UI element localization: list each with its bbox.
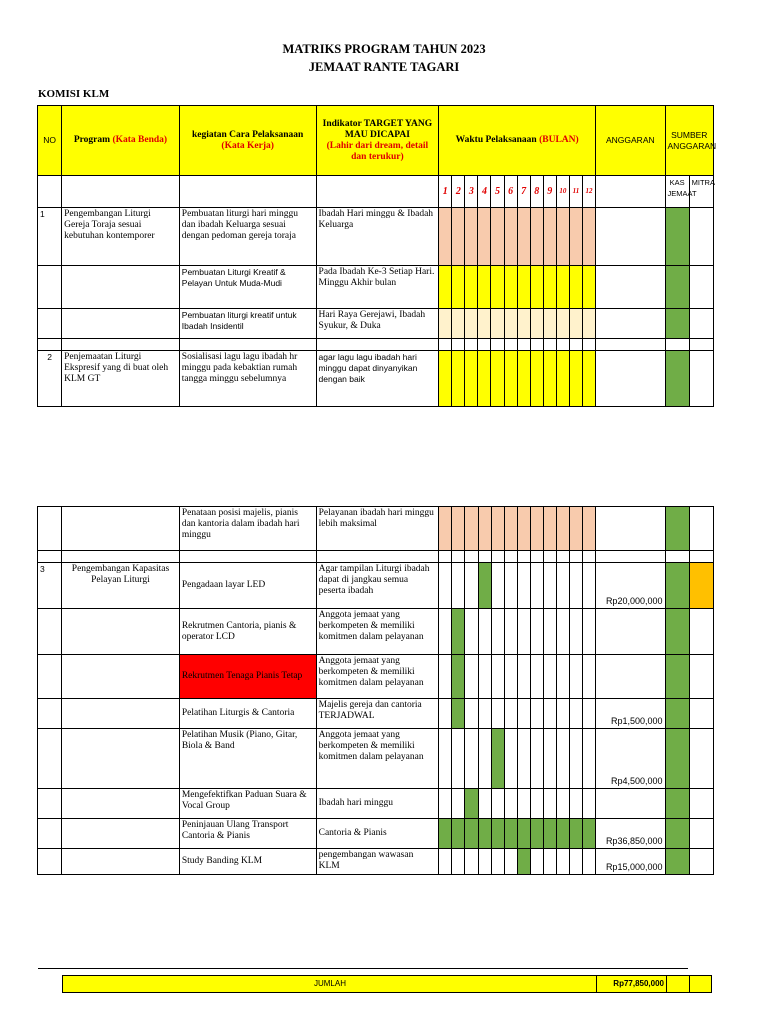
month-5: 5 (491, 176, 504, 208)
table-row: Rekrutmen Tenaga Pianis Tetap Anggota jemaat yang berkompeten & memiliki komitmen dalam pelayanan (38, 655, 714, 699)
table-row: 1 Pengembangan Liturgi Gereja Toraja sesuai kebutuhan kontemporer Pembuatan liturgi hari minggu dan ibadah Keluarga sesuai dengan pedoman gereja toraja Ibadah Hari minggu & Ibadah Keluarga (38, 208, 714, 266)
month-4: 4 (478, 176, 491, 208)
month-9: 9 (543, 176, 556, 208)
jumlah-label: JUMLAH (62, 975, 598, 993)
jumlah-row (62, 975, 712, 993)
title-line-2: JEMAAT RANTE TAGARI (308, 60, 460, 74)
header-kegiatan: kegiatan Cara Pelaksanaan (Kata Kerja) (179, 106, 316, 176)
month-12: 12 (582, 176, 595, 208)
jumlah-kas (666, 975, 690, 993)
divider-line (38, 968, 688, 969)
table-row: Study Banding KLM pengembangan wawasan KLM Rp15,000,000 (38, 849, 714, 875)
month-8: 8 (530, 176, 543, 208)
month-6: 6 (504, 176, 517, 208)
table-row: 2 Penjemaatan Liturgi Ekspresif yang di buat oleh KLM GT Sosialisasi lagu lagu ibadah hr minggu pada kebaktian rumah tangga minggu sebelumnya agar lagu lagu ibadah hari minggu dapat dinyanyikan dengan baik (38, 351, 714, 407)
month-3: 3 (465, 176, 478, 208)
header-waktu: Waktu Pelaksanaan (BULAN) (439, 106, 596, 176)
program-matrix-table-2 (37, 506, 714, 875)
jumlah-mitra (689, 975, 712, 993)
komisi-label: KOMISI KLM (38, 88, 110, 100)
table-row: Pelatihan Liturgis & Cantoria Majelis gereja dan cantoria TERJADWAL Rp1,500,000 (38, 699, 714, 729)
program-matrix-table-1 (37, 105, 717, 407)
table-row: 3 Pengembangan Kapasitas Pelayan Liturgi Pengadaan layar LED Agar tampilan Liturgi ibadah dapat di jangkau semua peserta ibadah Rp20,000,000 (38, 563, 714, 609)
header-mitra: MITRA (689, 176, 713, 208)
header-anggaran: ANGGARAN (596, 106, 665, 176)
month-11: 11 (569, 176, 582, 208)
month-2: 2 (452, 176, 465, 208)
jumlah-total: Rp77,850,000 (596, 975, 667, 993)
title-line-1: MATRIKS PROGRAM TAHUN 2023 (282, 42, 486, 56)
month-7: 7 (517, 176, 530, 208)
header-indikator: Indikator TARGET YANG MAU DICAPAI (Lahir dari dream, detail dan terukur) (316, 106, 439, 176)
table-row: Peninjauan Ulang Transport Cantoria & Pianis Cantoria & Pianis Rp36,850,000 (38, 819, 714, 849)
table-row: Pelatihan Musik (Piano, Gitar, Biola & Band Anggota jemaat yang berkompeten & memiliki komitmen dalam pelayanan Rp4,500,000 (38, 729, 714, 789)
table-row: Pembuatan Liturgi Kreatif & Pelayan Untuk Muda-Mudi Pada Ibadah Ke-3 Setiap Hari. Minggu Akhir bulan (38, 266, 714, 309)
header-sumber: SUMBER ANGGARAN (665, 106, 713, 176)
table-row: Rekrutmen Cantoria, pianis & operator LCD Anggota jemaat yang berkompeten & memiliki komitmen dalam pelayanan (38, 609, 714, 655)
table-row: Pembuatan liturgi kreatif untuk Ibadah Insidentil Hari Raya Gerejawi, Ibadah Syukur, & Duka (38, 309, 714, 339)
header-kas-jemaat: KAS JEMAAT (665, 176, 689, 208)
month-10: 10 (556, 176, 569, 208)
header-no: NO (38, 106, 62, 176)
table-row: Mengefektifkan Paduan Suara & Vocal Group Ibadah hari minggu (38, 789, 714, 819)
table-row: Penataan posisi majelis, pianis dan kantoria dalam ibadah hari minggu Pelayanan ibadah hari minggu lebih maksimal (38, 507, 714, 551)
month-1: 1 (439, 176, 452, 208)
header-program: Program (Kata Benda) (62, 106, 180, 176)
